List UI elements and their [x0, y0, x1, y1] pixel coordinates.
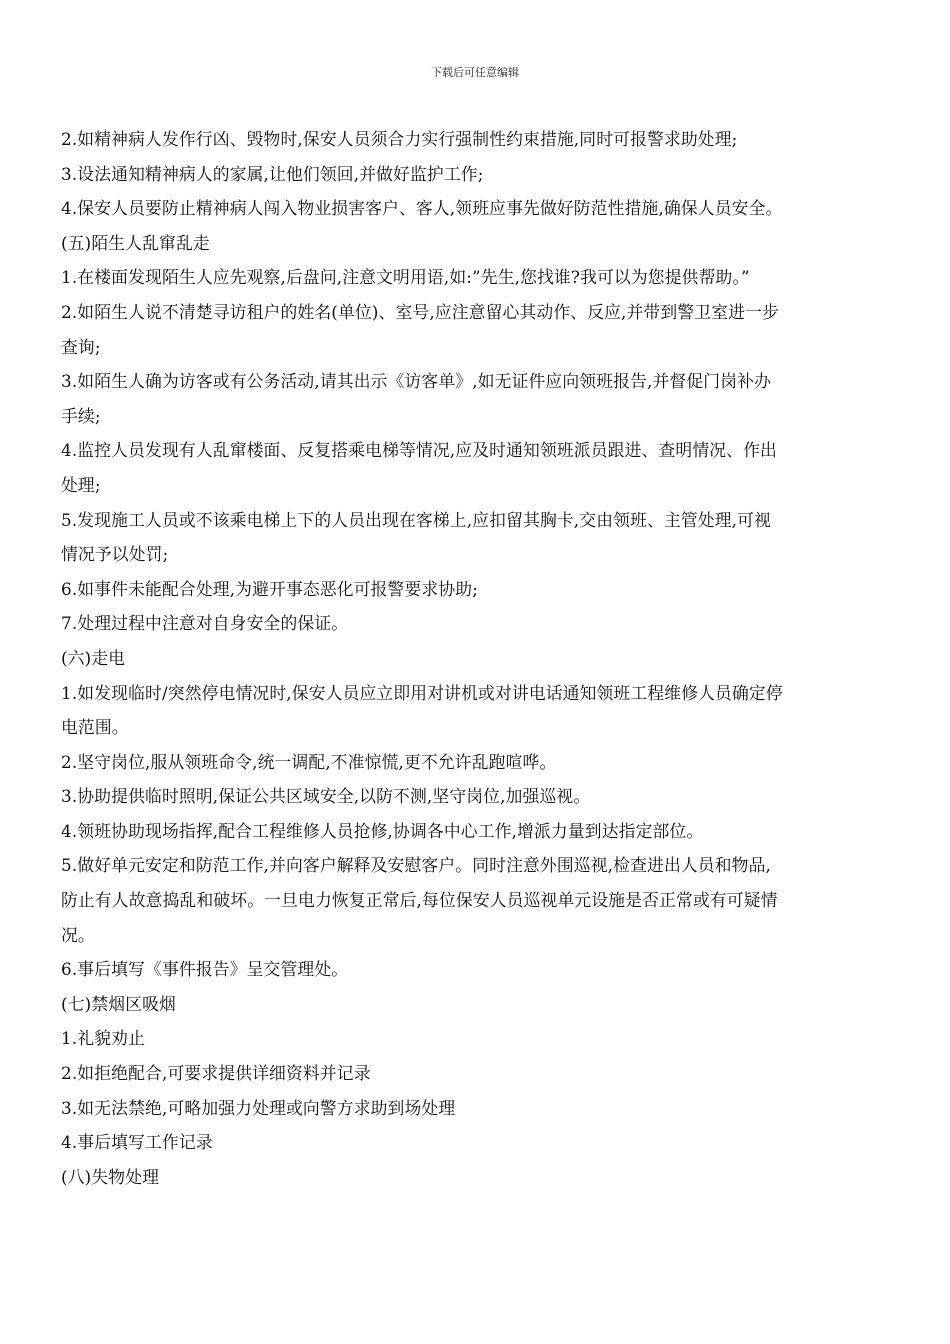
- text-line: 6.事后填写《事件报告》呈交管理处。: [61, 959, 349, 980]
- text-line: 4.保安人员要防止精神病人闯入物业损害客户、客人,领班应事先做好防范性措施,确保人员安全。: [61, 198, 783, 219]
- text-line: 2.坚守岗位,服从领班命令,统一调配,不准惊慌,更不允许乱跑喧哗。: [61, 751, 557, 772]
- text-line: 4.事后填写工作记录: [61, 1132, 213, 1153]
- text-line: 3.设法通知精神病人的家属,让他们领回,并做好监护工作;: [61, 163, 484, 184]
- text-line: 5.发现施工人员或不该乘电梯上下的人员出现在客梯上,应扣留其胸卡,交由领班、主管处理,可视: [61, 509, 772, 530]
- text-line: 况。: [61, 924, 95, 945]
- text-line: 1.在楼面发现陌生人应先观察,后盘问,注意文明用语,如:”先生,您找谁?我可以为您提供帮助。”: [61, 267, 750, 288]
- text-line: 7.处理过程中注意对自身安全的保证。: [61, 613, 349, 634]
- section-heading: (六)走电: [61, 647, 126, 668]
- text-line: 防止有人故意捣乱和破坏。一旦电力恢复正常后,每位保安人员巡视单元设施是否正常或有可疑情: [61, 890, 778, 911]
- text-line: 2.如拒绝配合,可要求提供详细资料并记录: [61, 1063, 371, 1084]
- text-line: 3.如陌生人确为访客或有公务活动,请其出示《访客单》,如无证件应向领班报告,并督促门岗补办: [61, 371, 772, 392]
- text-line: 电范围。: [61, 717, 129, 738]
- text-line: 6.如事件未能配合处理,为避开事态恶化可报警要求协助;: [61, 578, 479, 599]
- text-line: 手续;: [61, 405, 101, 426]
- section-heading: (七)禁烟区吸烟: [61, 993, 176, 1014]
- document-body: [61, 122, 895, 1194]
- text-line: 2.如精神病人发作行凶、毁物时,保安人员须合力实行强制性约束措施,同时可报警求助处理;: [61, 129, 738, 149]
- text-line: 3.协助提供临时照明,保证公共区域安全,以防不测,坚守岗位,加强巡视。: [61, 786, 591, 807]
- text-line: 5.做好单元安定和防范工作,并向客户解释及安慰客户。同时注意外围巡视,检查进出人员和物品,: [61, 855, 772, 876]
- text-line: 2.如陌生人说不清楚寻访租户的姓名(单位)、室号,应注意留心其动作、反应,并带到警卫室进一步: [61, 301, 779, 322]
- text-line: 1.如发现临时/突然停电情况时,保安人员应立即用对讲机或对讲电话通知领班工程维修人员确定停: [61, 682, 783, 703]
- text-line: 3.如无法禁绝,可略加强力处理或向警方求助到场处理: [61, 1097, 456, 1118]
- section-heading: (八)失物处理: [61, 1166, 160, 1187]
- text-line: 4.监控人员发现有人乱窜楼面、反复搭乘电梯等情况,应及时通知领班派员跟进、查明情况、作出: [61, 440, 777, 461]
- text-line: 1.礼貌劝止: [61, 1028, 146, 1049]
- text-line: 查询;: [61, 336, 101, 357]
- page-header: 下载后可任意编辑: [431, 66, 519, 79]
- text-line: 4.领班协助现场指挥,配合工程维修人员抢修,协调各中心工作,增派力量到达指定部位。: [61, 820, 704, 841]
- section-heading: (五)陌生人乱窜乱走: [61, 232, 210, 253]
- text-line: 情况予以处罚;: [61, 544, 169, 565]
- text-line: 处理;: [61, 474, 101, 495]
